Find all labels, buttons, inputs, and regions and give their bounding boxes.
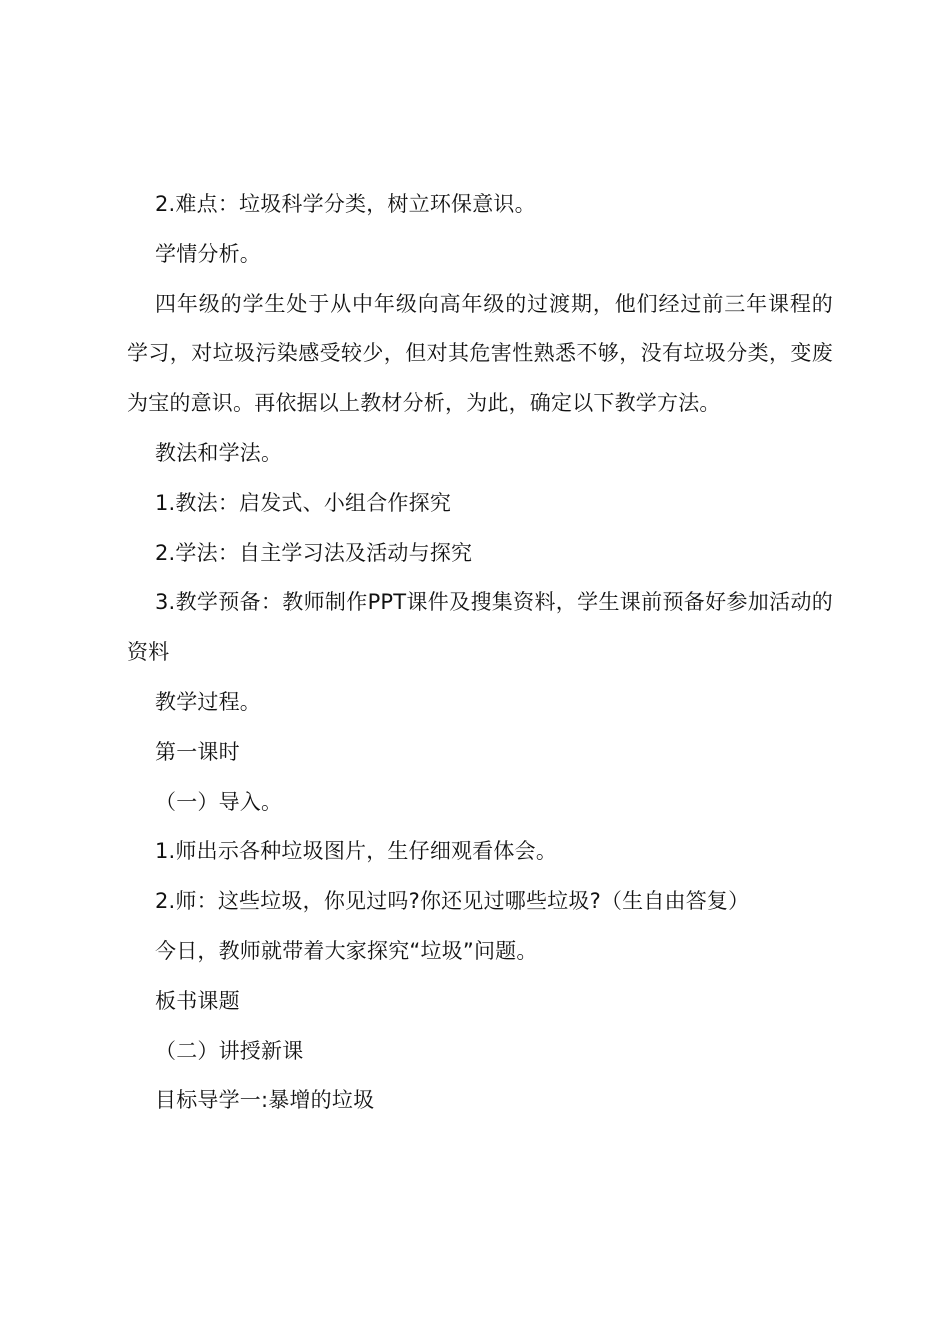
paragraph-intro-step-2: 2.师：这些垃圾，你见过吗?你还见过哪些垃圾?（生自由答复）	[155, 889, 750, 914]
paragraph-today: 今日，教师就带着大家探究“垃圾”问题。	[155, 938, 538, 963]
document-body	[127, 180, 833, 1126]
paragraph-new-lesson-heading: （二）讲授新课	[155, 1038, 304, 1063]
paragraph-learning-method: 2.学法：自主学习法及活动与探究	[155, 540, 473, 565]
paragraph-goal-one: 目标导学一:暴增的垃圾	[155, 1088, 375, 1113]
paragraph-difficulty: 2.难点：垃圾科学分类，树立环保意识。	[155, 192, 536, 216]
paragraph-methods-heading: 教法和学法。	[155, 440, 283, 465]
paragraph-intro-step-1: 1.师出示各种垃圾图片，生仔细观看体会。	[155, 839, 558, 864]
paragraph-student-analysis: 四年级的学生处于从中年级向高年级的过渡期，他们经过前三年课程的学习，对垃圾污染感受较少，但对其危害性熟悉不够，没有垃圾分类，变废为宝的意识。再依据以上教材分析，为此，确定以下教学方法。	[127, 291, 833, 416]
paragraph-introduction-heading: （一）导入。	[155, 789, 283, 814]
paragraph-teaching-method: 1.教法：启发式、小组合作探究	[155, 490, 452, 515]
paragraph-board-title: 板书课题	[155, 988, 240, 1013]
paragraph-preparation: 3.教学预备：教师制作PPT课件及搜集资料，学生课前预备好参加活动的资料	[127, 590, 833, 665]
paragraph-process-heading: 教学过程。	[155, 689, 261, 714]
paragraph-student-analysis-heading: 学情分析。	[155, 241, 261, 266]
paragraph-first-lesson: 第一课时	[155, 739, 240, 764]
